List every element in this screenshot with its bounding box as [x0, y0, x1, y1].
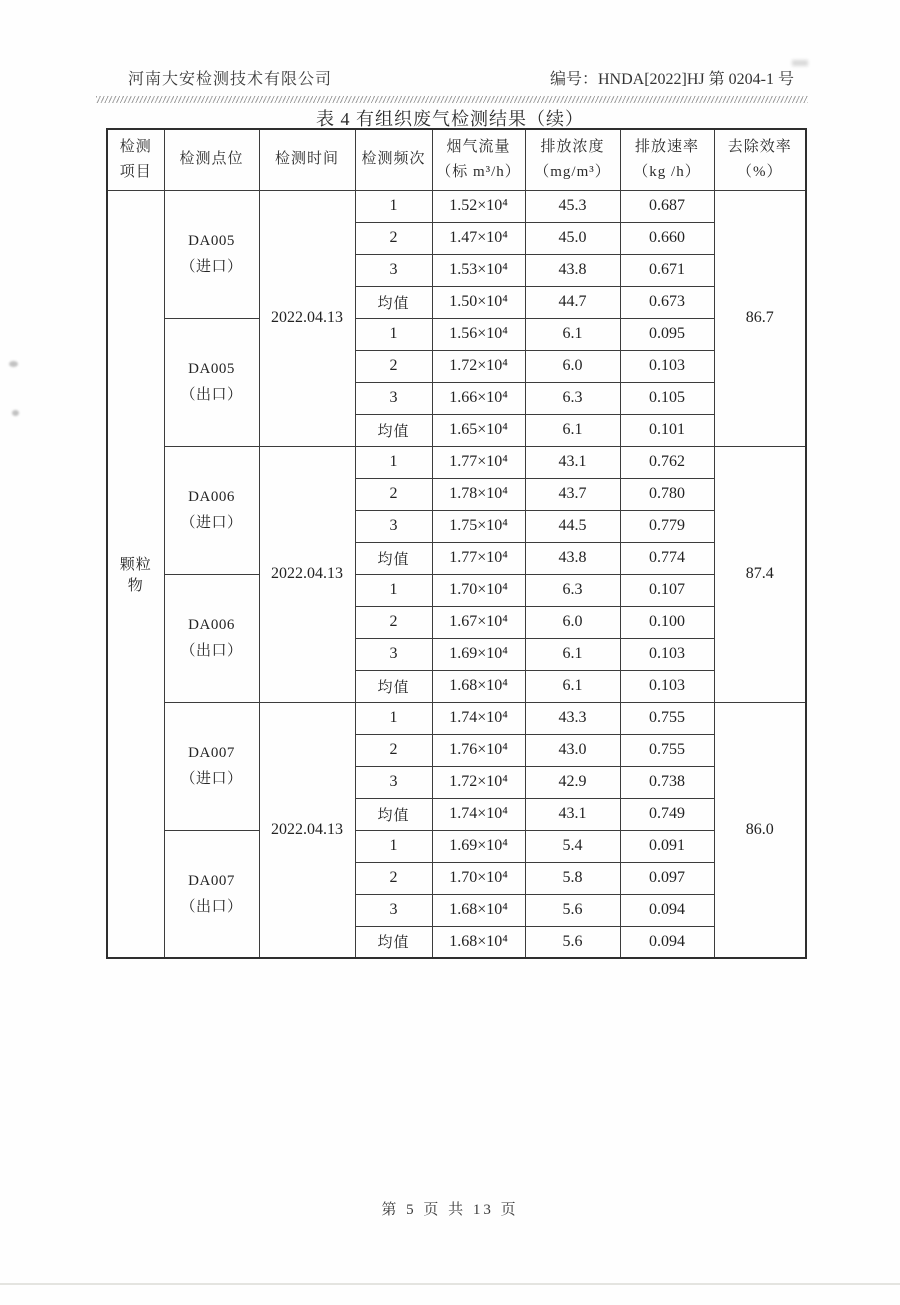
table-header-row [107, 129, 806, 190]
cell-flow: 1.68×10⁴ [432, 670, 525, 702]
header-divider [96, 96, 808, 103]
cell-frequency: 3 [355, 638, 432, 670]
cell-flow: 1.78×10⁴ [432, 478, 525, 510]
company-name: 河南大安检测技术有限公司 [128, 71, 333, 88]
cell-frequency: 3 [355, 254, 432, 286]
cell-point: DA006 （出口） [164, 574, 259, 702]
cell-efficiency: 86.0 [714, 702, 806, 958]
cell-flow: 1.52×10⁴ [432, 190, 525, 222]
scan-artifact [9, 361, 18, 367]
cell-flow: 1.65×10⁴ [432, 414, 525, 446]
cell-concentration: 45.0 [525, 222, 620, 254]
cell-flow: 1.56×10⁴ [432, 318, 525, 350]
cell-concentration: 43.0 [525, 734, 620, 766]
cell-point: DA005 （出口） [164, 318, 259, 446]
cell-rate: 0.101 [620, 414, 714, 446]
cell-concentration: 6.1 [525, 414, 620, 446]
cell-concentration: 6.1 [525, 318, 620, 350]
table-title: 表 4 有组织废气检测结果（续） [316, 109, 584, 129]
cell-frequency: 3 [355, 382, 432, 414]
cell-concentration: 45.3 [525, 190, 620, 222]
cell-frequency: 1 [355, 446, 432, 478]
cell-rate: 0.755 [620, 702, 714, 734]
header-rate: 排放速率 （kg /h） [620, 129, 714, 190]
cell-rate: 0.097 [620, 862, 714, 894]
cell-frequency: 2 [355, 734, 432, 766]
cell-rate: 0.105 [620, 382, 714, 414]
cell-concentration: 43.1 [525, 798, 620, 830]
cell-flow: 1.75×10⁴ [432, 510, 525, 542]
header-efficiency: 去除效率 （%） [714, 129, 806, 190]
cell-frequency: 均值 [355, 542, 432, 574]
cell-flow: 1.70×10⁴ [432, 574, 525, 606]
cell-rate: 0.103 [620, 350, 714, 382]
cell-concentration: 43.8 [525, 542, 620, 574]
cell-frequency: 1 [355, 702, 432, 734]
page-number: 第 5 页 共 13 页 [381, 1202, 519, 1218]
cell-flow: 1.77×10⁴ [432, 446, 525, 478]
cell-frequency: 3 [355, 510, 432, 542]
cell-concentration: 43.3 [525, 702, 620, 734]
cell-rate: 0.749 [620, 798, 714, 830]
cell-flow: 1.68×10⁴ [432, 894, 525, 926]
scan-artifact [792, 60, 808, 66]
cell-frequency: 1 [355, 830, 432, 862]
cell-concentration: 6.3 [525, 382, 620, 414]
cell-concentration: 6.1 [525, 638, 620, 670]
cell-frequency: 1 [355, 574, 432, 606]
table-row [107, 190, 806, 222]
cell-time: 2022.04.13 [259, 702, 355, 958]
cell-frequency: 2 [355, 478, 432, 510]
cell-concentration: 5.8 [525, 862, 620, 894]
cell-rate: 0.779 [620, 510, 714, 542]
cell-rate: 0.103 [620, 638, 714, 670]
cell-rate: 0.673 [620, 286, 714, 318]
cell-rate: 0.100 [620, 606, 714, 638]
cell-point: DA007 （进口） [164, 702, 259, 830]
emissions-results-table [106, 128, 807, 959]
header-item-line2: 项目 [119, 163, 152, 180]
cell-flow: 1.76×10⁴ [432, 734, 525, 766]
cell-concentration: 43.7 [525, 478, 620, 510]
table-row [107, 318, 806, 350]
cell-item: 颗粒 物 [107, 190, 164, 958]
cell-frequency: 2 [355, 222, 432, 254]
cell-frequency: 1 [355, 190, 432, 222]
cell-rate: 0.094 [620, 926, 714, 958]
table-row [107, 446, 806, 478]
cell-frequency: 2 [355, 606, 432, 638]
cell-frequency: 2 [355, 862, 432, 894]
cell-concentration: 5.6 [525, 894, 620, 926]
scan-page-edge [0, 1283, 900, 1285]
cell-concentration: 5.4 [525, 830, 620, 862]
table-row [107, 574, 806, 606]
cell-concentration: 6.0 [525, 606, 620, 638]
cell-flow: 1.67×10⁴ [432, 606, 525, 638]
header-flow: 烟气流量 （标 m³/h） [432, 129, 525, 190]
cell-flow: 1.77×10⁴ [432, 542, 525, 574]
cell-flow: 1.69×10⁴ [432, 830, 525, 862]
cell-frequency: 3 [355, 766, 432, 798]
cell-efficiency: 86.7 [714, 190, 806, 446]
cell-flow: 1.72×10⁴ [432, 350, 525, 382]
header-point: 检测点位 [164, 129, 259, 190]
cell-concentration: 42.9 [525, 766, 620, 798]
cell-point: DA005 （进口） [164, 190, 259, 318]
cell-frequency: 1 [355, 318, 432, 350]
cell-frequency: 均值 [355, 414, 432, 446]
document-number: 编号：HNDA[2022]HJ 第 0204-1 号 [550, 71, 794, 88]
cell-concentration: 6.0 [525, 350, 620, 382]
header-time: 检测时间 [259, 129, 355, 190]
cell-flow: 1.53×10⁴ [432, 254, 525, 286]
cell-rate: 0.094 [620, 894, 714, 926]
cell-frequency: 均值 [355, 286, 432, 318]
cell-rate: 0.107 [620, 574, 714, 606]
cell-rate: 0.755 [620, 734, 714, 766]
header-concentration: 排放浓度 （mg/m³） [525, 129, 620, 190]
cell-concentration: 6.1 [525, 670, 620, 702]
table-row [107, 702, 806, 734]
cell-concentration: 43.8 [525, 254, 620, 286]
cell-frequency: 均值 [355, 798, 432, 830]
cell-point: DA007 （出口） [164, 830, 259, 958]
cell-flow: 1.74×10⁴ [432, 702, 525, 734]
cell-time: 2022.04.13 [259, 446, 355, 702]
cell-concentration: 44.5 [525, 510, 620, 542]
cell-flow: 1.74×10⁴ [432, 798, 525, 830]
cell-rate: 0.671 [620, 254, 714, 286]
cell-rate: 0.774 [620, 542, 714, 574]
cell-flow: 1.70×10⁴ [432, 862, 525, 894]
cell-rate: 0.780 [620, 478, 714, 510]
cell-time: 2022.04.13 [259, 190, 355, 446]
cell-frequency: 均值 [355, 926, 432, 958]
cell-rate: 0.095 [620, 318, 714, 350]
cell-flow: 1.68×10⁴ [432, 926, 525, 958]
cell-rate: 0.103 [620, 670, 714, 702]
cell-flow: 1.66×10⁴ [432, 382, 525, 414]
cell-rate: 0.091 [620, 830, 714, 862]
cell-flow: 1.47×10⁴ [432, 222, 525, 254]
cell-point: DA006 （进口） [164, 446, 259, 574]
cell-concentration: 44.7 [525, 286, 620, 318]
table-row [107, 830, 806, 862]
cell-concentration: 6.3 [525, 574, 620, 606]
cell-flow: 1.50×10⁴ [432, 286, 525, 318]
cell-rate: 0.660 [620, 222, 714, 254]
header-frequency: 检测频次 [355, 129, 432, 190]
cell-frequency: 3 [355, 894, 432, 926]
cell-frequency: 均值 [355, 670, 432, 702]
scan-artifact [12, 410, 19, 416]
cell-concentration: 43.1 [525, 446, 620, 478]
cell-rate: 0.738 [620, 766, 714, 798]
cell-rate: 0.687 [620, 190, 714, 222]
cell-frequency: 2 [355, 350, 432, 382]
cell-rate: 0.762 [620, 446, 714, 478]
cell-flow: 1.69×10⁴ [432, 638, 525, 670]
header-item-line1: 检测 [119, 138, 152, 155]
header-item [107, 129, 164, 190]
cell-flow: 1.72×10⁴ [432, 766, 525, 798]
cell-efficiency: 87.4 [714, 446, 806, 702]
cell-concentration: 5.6 [525, 926, 620, 958]
